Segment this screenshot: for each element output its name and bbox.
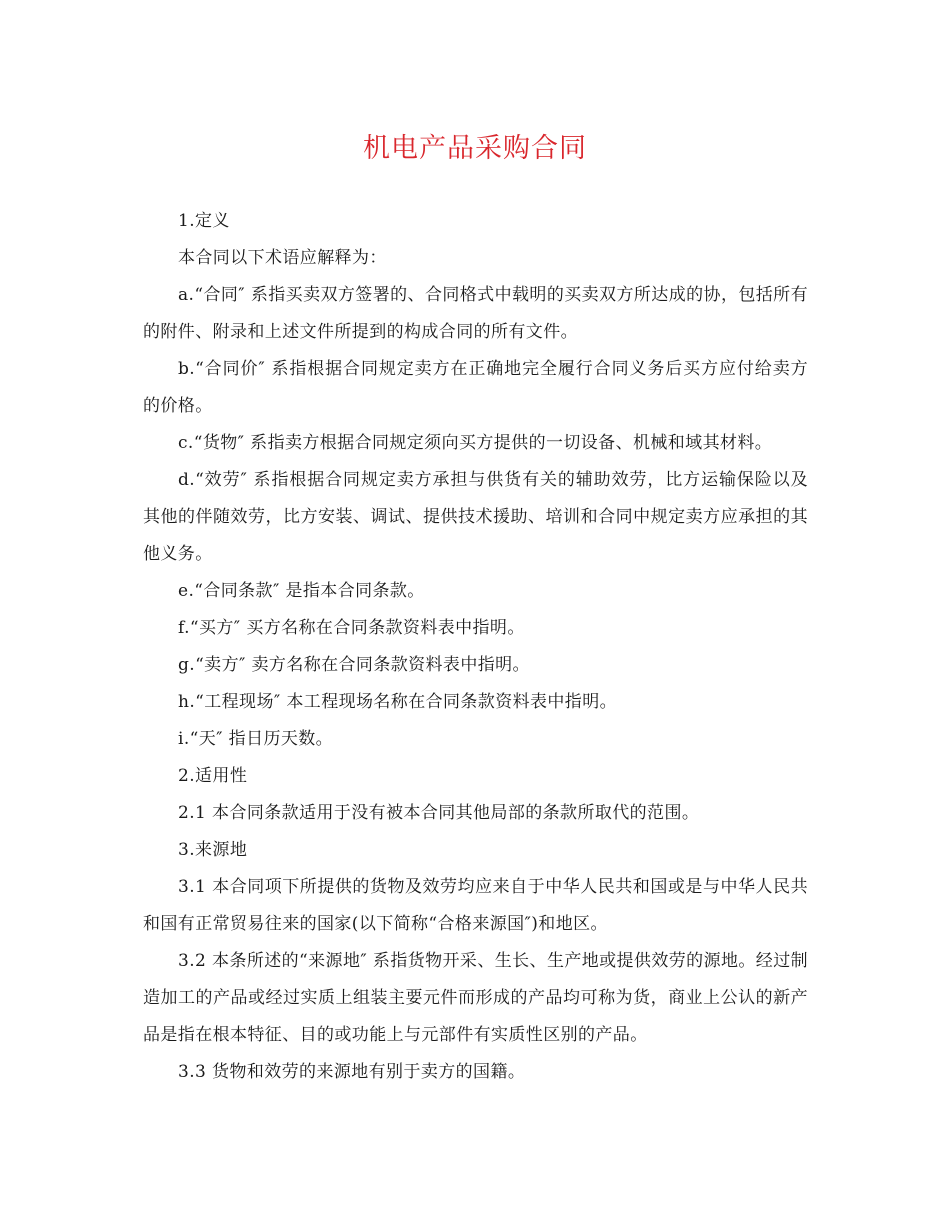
clause-d: d.“效劳″ 系指根据合同规定卖方承担与供货有关的辅助效劳，比方运输保险以及其他的伴随效劳，比方安装、调试、提供技术援助、培训和合同中规定卖方应承担的其他义务。 [143, 470, 808, 564]
clause-f: f.“买方″ 买方名称在合同条款资料表中指明。 [178, 618, 525, 638]
clause-e: e.“合同条款″ 是指本合同条款。 [178, 581, 425, 601]
clause-2-1: 2.1 本合同条款适用于没有被本合同其他局部的条款所取代的范围。 [178, 803, 700, 823]
document-title: 机电产品采购合同 [363, 133, 587, 164]
clause-3-3: 3.3 货物和效劳的来源地有别于卖方的国籍。 [178, 1062, 526, 1082]
document-body [143, 203, 808, 1091]
clause-3-1: 3.1 本合同项下所提供的货物及效劳均应来自于中华人民共和国或是与中华人民共和国有正常贸易往来的国家(以下简称“合格来源国″)和地区。 [143, 877, 808, 934]
section-heading-applicability: 2.适用性 [178, 766, 248, 786]
clause-a: a.“合同″ 系指买卖双方签署的、合同格式中载明的买卖双方所达成的协，包括所有的附件、附录和上述文件所提到的构成合同的所有文件。 [143, 285, 808, 342]
clause-b: b.“合同价″ 系指根据合同规定卖方在正确地完全履行合同义务后买方应付给卖方的价格。 [143, 359, 808, 416]
clause-h: h.“工程现场″ 本工程现场名称在合同条款资料表中指明。 [178, 692, 617, 712]
paragraph-intro: 本合同以下术语应解释为： [178, 248, 387, 268]
clause-c: c.“货物″ 系指卖方根据合同规定须向买方提供的一切设备、机械和域其材料。 [178, 433, 773, 453]
section-heading-definitions: 1.定义 [178, 211, 230, 231]
clause-3-2: 3.2 本条所述的“来源地″ 系指货物开采、生长、生产地或提供效劳的源地。经过制造加工的产品或经过实质上组装主要元件而形成的产品均可称为货，商业上公认的新产品是指在根本特征、目的或功能上与元部件有实质性区别的产品。 [143, 951, 808, 1045]
clause-g: g.“卖方″ 卖方名称在合同条款资料表中指明。 [178, 655, 530, 675]
clause-i: i.“天″ 指日历天数。 [178, 729, 334, 749]
section-heading-origin: 3.来源地 [178, 840, 248, 860]
